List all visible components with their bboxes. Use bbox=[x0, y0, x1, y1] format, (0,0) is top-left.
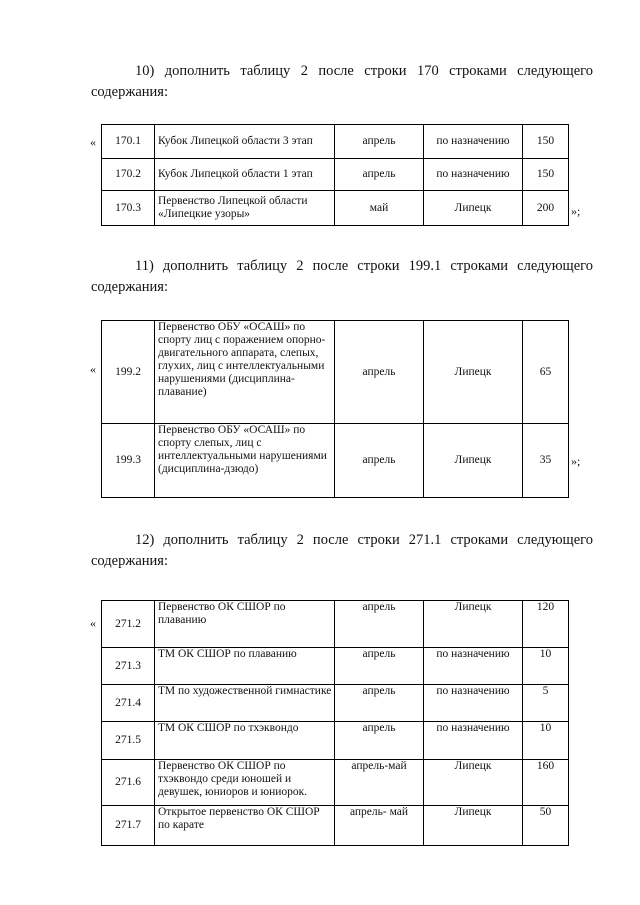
table-section-11 bbox=[101, 320, 569, 498]
table-row bbox=[102, 321, 569, 424]
row-number: 271.2 bbox=[102, 601, 155, 648]
event-name: Первенство Липецкой области «Липецкие узоры» bbox=[155, 191, 335, 226]
paragraph-10-line2: содержания: bbox=[91, 84, 169, 100]
row-number: 199.3 bbox=[102, 424, 155, 498]
table-row bbox=[102, 191, 569, 226]
table-row bbox=[102, 424, 569, 498]
event-place: Липецк bbox=[424, 760, 523, 806]
event-month: май bbox=[335, 191, 424, 226]
event-month: апрель bbox=[335, 648, 424, 685]
event-place: Липецк bbox=[424, 321, 523, 424]
row-number: 271.5 bbox=[102, 722, 155, 760]
event-month: апрель bbox=[335, 321, 424, 424]
event-name: ТМ по художественной гимнастике bbox=[155, 685, 335, 722]
participants-count: 10 bbox=[523, 648, 569, 685]
event-place: Липецк bbox=[424, 424, 523, 498]
row-number: 170.3 bbox=[102, 191, 155, 226]
event-place: по назначению bbox=[424, 125, 523, 159]
row-number: 199.2 bbox=[102, 321, 155, 424]
event-name: Первенство ОК СШОР по тхэквондо среди юношей и девушек, юниоров и юниорок. bbox=[155, 760, 335, 806]
close-quote: »; bbox=[571, 204, 581, 218]
participants-count: 65 bbox=[523, 321, 569, 424]
event-name: Кубок Липецкой области 3 этап bbox=[155, 125, 335, 159]
event-place: по назначению bbox=[424, 722, 523, 760]
participants-count: 50 bbox=[523, 806, 569, 846]
table-row bbox=[102, 648, 569, 685]
event-month: апрель bbox=[335, 601, 424, 648]
event-place: Липецк bbox=[424, 191, 523, 226]
participants-count: 120 bbox=[523, 601, 569, 648]
event-place: Липецк bbox=[424, 601, 523, 648]
paragraph-12-line2: содержания: bbox=[91, 553, 169, 569]
row-number: 271.4 bbox=[102, 685, 155, 722]
event-place: по назначению bbox=[424, 685, 523, 722]
event-month: апрель bbox=[335, 125, 424, 159]
event-place: по назначению bbox=[424, 648, 523, 685]
row-number: 170.1 bbox=[102, 125, 155, 159]
event-name: ТМ ОК СШОР по плаванию bbox=[155, 648, 335, 685]
paragraph-11 bbox=[91, 256, 593, 298]
paragraph-10-line1: 10) дополнить таблицу 2 после строки 170 строками следующего bbox=[135, 63, 593, 79]
row-number: 170.2 bbox=[102, 159, 155, 191]
table-row bbox=[102, 722, 569, 760]
table-row bbox=[102, 806, 569, 846]
event-name: Открытое первенство ОК СШОР по карате bbox=[155, 806, 335, 846]
event-name: Первенство ОБУ «ОСАШ» по спорту слепых, лиц с интеллектуальными нарушениями (дисциплина-дзюдо) bbox=[155, 424, 335, 498]
paragraph-10 bbox=[91, 61, 593, 103]
event-name: Первенство ОК СШОР по плаванию bbox=[155, 601, 335, 648]
event-month: апрель bbox=[335, 722, 424, 760]
participants-count: 35 bbox=[523, 424, 569, 498]
participants-count: 10 bbox=[523, 722, 569, 760]
table-row bbox=[102, 685, 569, 722]
open-quote: « bbox=[90, 616, 96, 630]
event-name: Первенство ОБУ «ОСАШ» по спорту лиц с поражением опорно-двигательного аппарата, слепых, глухих, лиц с интеллектуальными нарушениями (дисциплина-плавание) bbox=[155, 321, 335, 424]
table-row bbox=[102, 125, 569, 159]
row-number: 271.7 bbox=[102, 806, 155, 846]
event-month: апрель- май bbox=[335, 806, 424, 846]
open-quote: « bbox=[90, 135, 96, 149]
event-month: апрель bbox=[335, 159, 424, 191]
close-quote: »; bbox=[571, 454, 581, 468]
paragraph-12-line1: 12) дополнить таблицу 2 после строки 271.1 строками следующего bbox=[135, 532, 593, 548]
event-month: апрель-май bbox=[335, 760, 424, 806]
row-number: 271.3 bbox=[102, 648, 155, 685]
open-quote: « bbox=[90, 362, 96, 376]
table-row bbox=[102, 760, 569, 806]
event-month: апрель bbox=[335, 685, 424, 722]
participants-count: 200 bbox=[523, 191, 569, 226]
paragraph-11-line1: 11) дополнить таблицу 2 после строки 199.1 строками следующего bbox=[135, 258, 593, 274]
paragraph-12 bbox=[91, 530, 593, 572]
table-section-12 bbox=[101, 600, 569, 846]
participants-count: 5 bbox=[523, 685, 569, 722]
participants-count: 150 bbox=[523, 125, 569, 159]
participants-count: 160 bbox=[523, 760, 569, 806]
row-number: 271.6 bbox=[102, 760, 155, 806]
event-name: ТМ ОК СШОР по тхэквондо bbox=[155, 722, 335, 760]
table-row bbox=[102, 601, 569, 648]
participants-count: 150 bbox=[523, 159, 569, 191]
event-place: Липецк bbox=[424, 806, 523, 846]
table-row bbox=[102, 159, 569, 191]
event-place: по назначению bbox=[424, 159, 523, 191]
table-section-10 bbox=[101, 124, 569, 226]
event-month: апрель bbox=[335, 424, 424, 498]
paragraph-11-line2: содержания: bbox=[91, 279, 169, 295]
event-name: Кубок Липецкой области 1 этап bbox=[155, 159, 335, 191]
